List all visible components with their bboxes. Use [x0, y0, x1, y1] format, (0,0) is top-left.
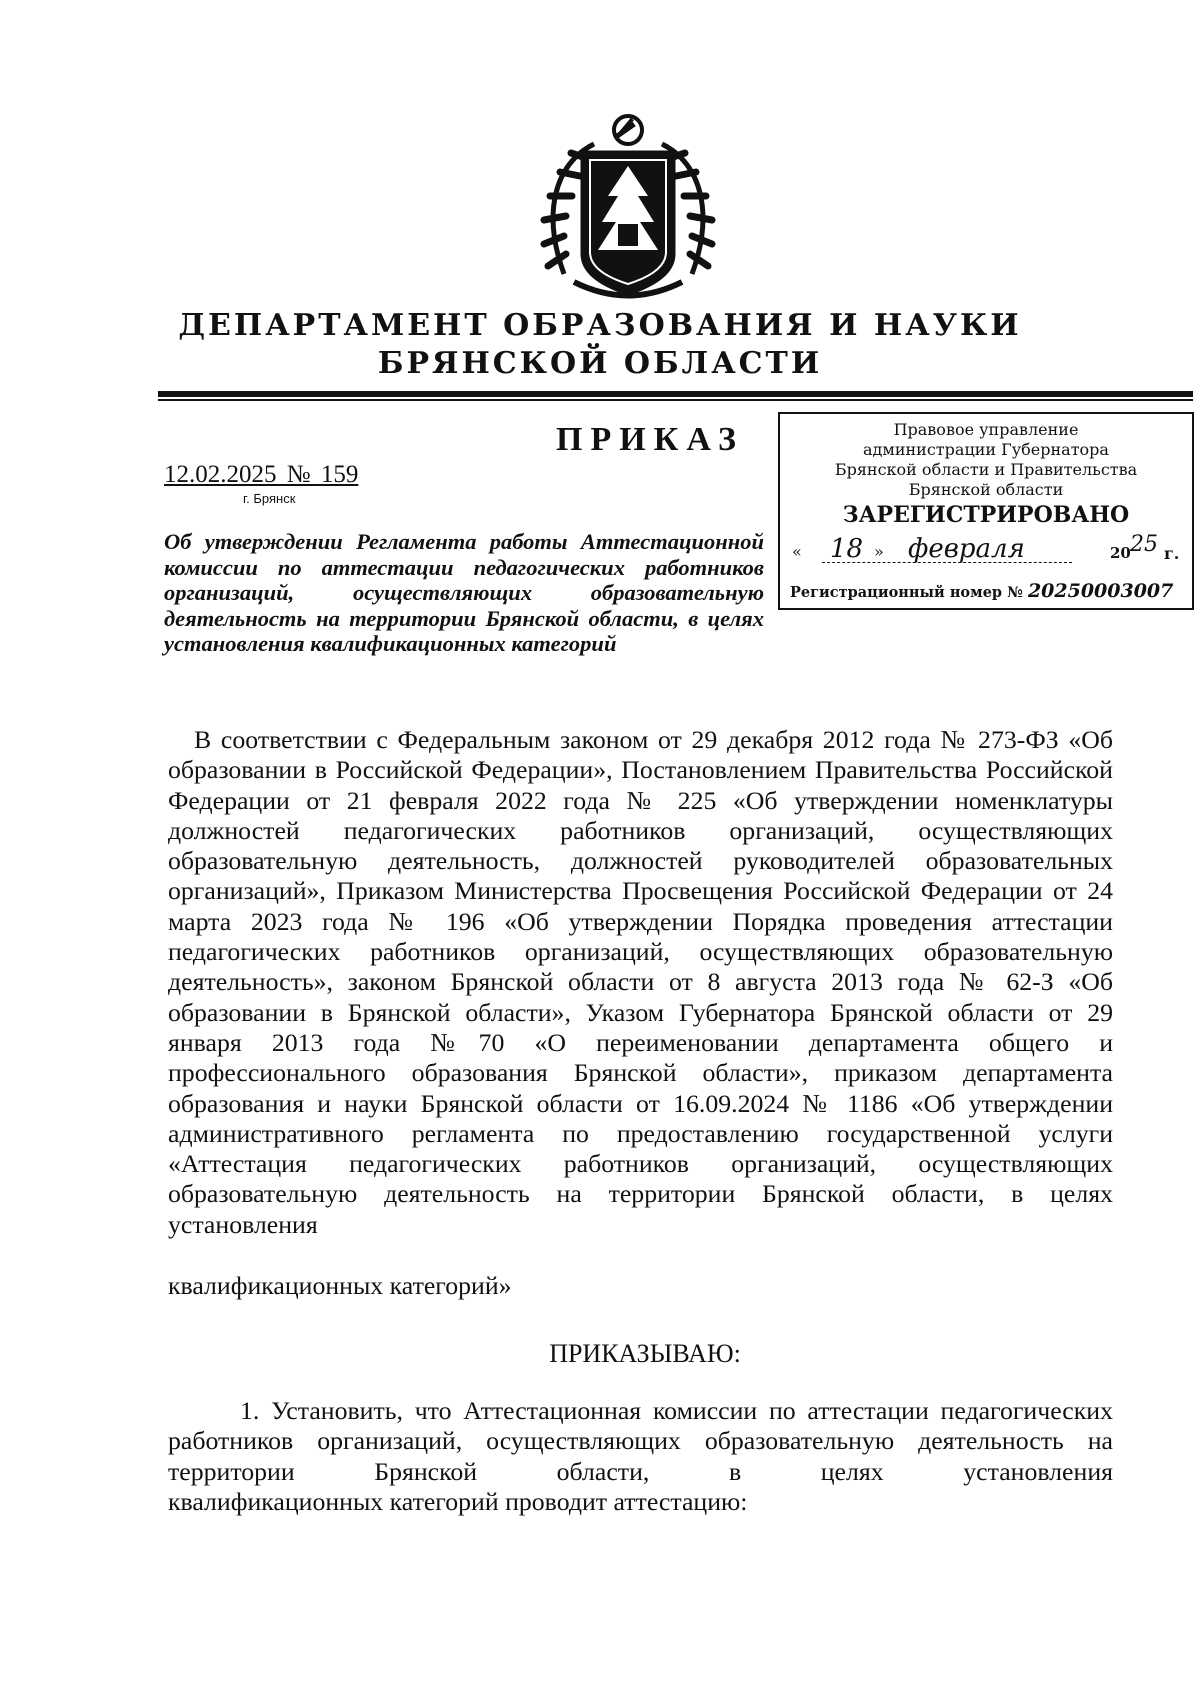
order-subject: Об утверждении Регламента работы Аттестационной комиссии по аттестации педагогических работников организаций, осуществляющих образовательную деятельность на территории Брянской области, в целях установления квалификационных категорий: [164, 529, 764, 656]
preamble-paragraph: В соответствии с Федеральным законом от 29 декабря 2012 года № 273-ФЗ «Об образовании в Российской Федерации», Постановлением Правительства Российской Федерации от 21 февраля 2022 года № 225 «Об утверждении номенклатуры должностей педагогических работников организаций, осуществляющих образовательную деятельность, должностей руководителей образовательных организаций», Приказом Министерства Просвещения Российской Федерации от 24 марта 2023 года № 196 «Об утверждении Порядка проведения аттестации педагогических работников организаций, осуществляющих образовательную деятельность», законом Брянской области от 8 августа 2013 года № 62-З «Об образовании в Брянской области», Указом Губернатора Брянской области от 29 января 2013 года №70 «О переименовании департамента общего и профессионального образования Брянской области», приказом департамента образования и науки Брянской области от 16.09.2024 № 1186 «Об утверждении административного регламента по предоставлению государственной услуги «Аттестация педагогических работников организаций, осуществляющих образовательную деятельность на территории Брянской области, в целях установления: [168, 725, 1113, 1239]
order-city: г. Брянск: [243, 491, 296, 506]
order-directive: ПРИКАЗЫВАЮ:: [549, 1339, 741, 1368]
stamp-date-line: [790, 532, 1186, 570]
registration-stamp: [778, 412, 1194, 610]
stamp-line-4: Брянской области: [908, 480, 1064, 499]
stamp-number: 20250003007: [1027, 580, 1174, 602]
coat-of-arms-icon: [534, 104, 722, 308]
order-date-number: 12.02.2025 № 159: [164, 461, 359, 488]
stamp-year-prefix: 20: [1110, 544, 1131, 562]
stamp-line-2: администрации Губернатора: [863, 440, 1109, 459]
stamp-registered: ЗАРЕГИСТРИРОВАНО: [842, 502, 1130, 528]
stamp-month: февраля: [908, 534, 1025, 564]
header-divider: [158, 391, 1193, 397]
preamble-paragraph-end: квалификационных категорий»: [168, 1271, 512, 1300]
header-divider-thin: [158, 399, 1193, 401]
stamp-day: 18: [830, 534, 864, 564]
stamp-open-quote: «: [792, 542, 802, 561]
stamp-number-row: [790, 580, 1173, 602]
order-item-1-end: квалификационных категорий проводит аттестацию:: [168, 1487, 748, 1516]
department-name-line2: БРЯНСКОЙ ОБЛАСТИ: [377, 346, 823, 381]
stamp-number-label: Регистрационный номер №: [790, 584, 1023, 601]
stamp-line-1: Правовое управление: [893, 420, 1079, 439]
department-name-line1: ДЕПАРТАМЕНТ ОБРАЗОВАНИЯ И НАУКИ: [178, 308, 1022, 343]
stamp-close-quote: »: [874, 542, 884, 561]
stamp-year-suffix: 25: [1130, 532, 1158, 557]
stamp-year-unit: г.: [1164, 544, 1180, 563]
order-item-1: 1. Установить, что Аттестационная комиссии по аттестации педагогических работников организаций, осуществляющих образовательную деятельность на территории Брянской области, в целях установления: [168, 1396, 1113, 1486]
stamp-line-3: Брянской области и Правительства: [834, 460, 1138, 479]
order-title: ПРИКАЗ: [556, 421, 744, 458]
